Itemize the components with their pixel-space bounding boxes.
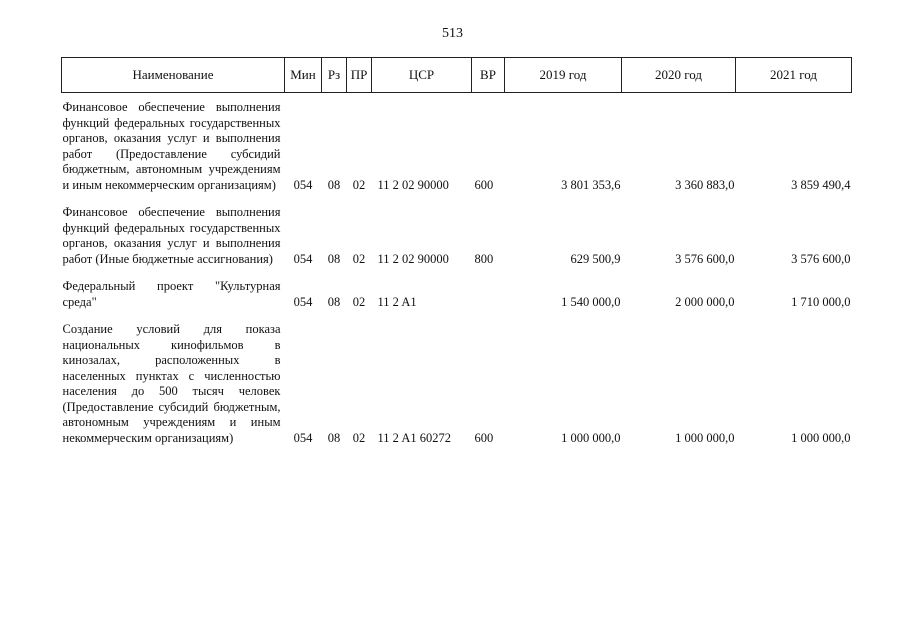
row-vr: 600 xyxy=(474,177,494,192)
row-vr xyxy=(472,272,505,315)
table-row xyxy=(62,315,852,451)
row-pr: 02 xyxy=(352,294,366,309)
table-row xyxy=(62,272,852,315)
row-rz: 08 xyxy=(327,251,341,266)
header-2020: 2020 год xyxy=(622,58,736,93)
row-amount-2019: 3 801 353,6 xyxy=(561,177,621,192)
row-csr: 11 2 A1 60272 xyxy=(377,430,451,445)
row-amount-2021: 1 710 000,0 xyxy=(791,294,851,309)
row-min: 054 xyxy=(293,430,313,445)
row-amount-2021: 1 000 000,0 xyxy=(791,430,851,445)
row-amount-2020: 3 576 600,0 xyxy=(675,251,735,266)
header-rz: Рз xyxy=(322,58,347,93)
row-amount-2019: 1 000 000,0 xyxy=(561,430,621,445)
row-amount-2020: 1 000 000,0 xyxy=(675,430,735,445)
row-csr: 11 2 02 90000 xyxy=(377,177,449,192)
header-csr: ЦСР xyxy=(372,58,472,93)
row-amount-2019: 629 500,9 xyxy=(570,251,621,266)
row-name: Федеральный проект "Культурная среда" xyxy=(62,279,281,309)
row-rz: 08 xyxy=(327,294,341,309)
table-row xyxy=(62,93,852,199)
row-rz: 08 xyxy=(327,430,341,445)
row-csr: 11 2 A1 xyxy=(377,294,417,309)
row-vr: 800 xyxy=(474,251,494,266)
row-amount-2020: 2 000 000,0 xyxy=(675,294,735,309)
row-min: 054 xyxy=(293,294,313,309)
header-name: Наименование xyxy=(62,58,285,93)
header-vr: ВР xyxy=(472,58,505,93)
row-min: 054 xyxy=(293,251,313,266)
row-rz: 08 xyxy=(327,177,341,192)
header-2019: 2019 год xyxy=(505,58,622,93)
header-pr: ПР xyxy=(347,58,372,93)
row-pr: 02 xyxy=(352,177,366,192)
row-amount-2019: 1 540 000,0 xyxy=(561,294,621,309)
header-2021: 2021 год xyxy=(736,58,852,93)
table-header xyxy=(62,58,852,93)
budget-table xyxy=(61,57,852,451)
row-min: 054 xyxy=(293,177,313,192)
row-pr: 02 xyxy=(352,430,366,445)
header-row xyxy=(62,58,852,93)
row-name: Финансовое обеспечение выполнения функций федеральных государственных органов, оказания услуг и выполнения работ (Иные бюджетные ассигнования) xyxy=(62,205,281,266)
row-name: Создание условий для показа национальных кинофильмов в кинозалах, расположенных в населенных пунктах с численностью населения до 500 тысяч человек (Предоставление субсидий бюджетным, автономным учреждениям и иным некоммерческим организациям) xyxy=(62,322,281,445)
row-pr: 02 xyxy=(352,251,366,266)
row-vr: 600 xyxy=(474,430,494,445)
row-amount-2021: 3 859 490,4 xyxy=(791,177,851,192)
row-amount-2021: 3 576 600,0 xyxy=(791,251,851,266)
table-body xyxy=(62,93,852,452)
header-min: Мин xyxy=(285,58,322,93)
page-number: 513 xyxy=(442,26,463,41)
row-csr: 11 2 02 90000 xyxy=(377,251,449,266)
row-name: Финансовое обеспечение выполнения функций федеральных государственных органов, оказания услуг и выполнения работ (Предоставление субсидий бюджетным, автономным учреждениям и иным некоммерческим организациям) xyxy=(62,100,281,192)
table-row xyxy=(62,198,852,272)
row-amount-2020: 3 360 883,0 xyxy=(675,177,735,192)
